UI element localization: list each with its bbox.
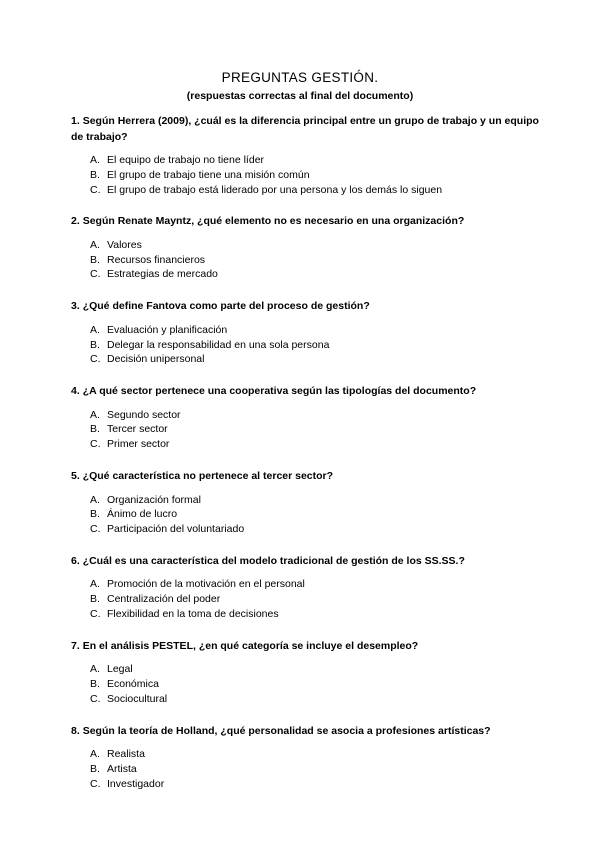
option-text: Delegar la responsabilidad en una sola persona <box>107 338 330 351</box>
question-number: 6. <box>71 554 80 567</box>
answer-option <box>71 662 541 677</box>
option-letter: B. <box>90 253 100 266</box>
option-letter: A. <box>90 408 100 421</box>
option-letter: C. <box>90 438 101 451</box>
option-text: Centralización del poder <box>107 593 221 606</box>
question-text <box>71 384 541 400</box>
answer-option <box>71 677 541 692</box>
option-letter: B. <box>90 168 100 181</box>
option-letter: C. <box>90 608 101 621</box>
question-number: 4. <box>71 385 80 398</box>
option-letter: C. <box>90 183 101 196</box>
question-5 <box>71 469 541 537</box>
option-text: Estrategias de mercado <box>107 268 218 281</box>
option-letter: A. <box>90 154 100 166</box>
answer-options <box>71 493 541 537</box>
answer-option <box>71 777 541 792</box>
question-body: ¿A qué sector pertenece una cooperativa según las tipologías del documento? <box>82 385 477 398</box>
question-7 <box>71 639 541 707</box>
option-letter: A. <box>90 238 100 251</box>
answer-option <box>71 267 541 282</box>
question-body: ¿Qué define Fantova como parte del proceso de gestión? <box>82 300 370 313</box>
answer-option <box>71 607 541 622</box>
answer-options <box>71 323 541 367</box>
answer-options <box>71 577 541 621</box>
option-text: Investigador <box>107 777 165 790</box>
question-number: 2. <box>71 215 80 228</box>
answer-options <box>71 408 541 452</box>
question-text <box>71 554 541 570</box>
option-letter: A. <box>90 663 100 676</box>
option-text: Primer sector <box>107 438 170 451</box>
question-1 <box>71 114 541 197</box>
option-text: Decisión unipersonal <box>107 353 205 366</box>
answer-options <box>71 238 541 282</box>
answer-option <box>71 183 541 198</box>
option-text: El grupo de trabajo está liderado por una persona y los demás lo siguen <box>107 183 443 196</box>
option-letter: A. <box>90 748 100 761</box>
question-body: ¿Qué característica no pertenece al tercer sector? <box>82 470 334 483</box>
option-letter: B. <box>90 678 100 691</box>
option-letter: C. <box>90 523 101 536</box>
question-text <box>71 724 541 740</box>
question-6 <box>71 554 541 622</box>
answer-option <box>71 493 541 508</box>
option-letter: A. <box>90 578 100 591</box>
answer-option <box>71 168 541 183</box>
option-text: Valores <box>107 238 142 251</box>
answer-options <box>71 662 541 706</box>
option-text: Participación del voluntariado <box>107 523 245 536</box>
answer-option <box>71 338 541 353</box>
question-body: Según Renate Mayntz, ¿qué elemento no es necesario en una organización? <box>82 215 465 228</box>
option-text: Sociocultural <box>107 692 168 705</box>
option-text: El equipo de trabajo no tiene líder <box>107 154 265 166</box>
option-letter: C. <box>90 777 101 790</box>
option-text: Tercer sector <box>107 423 168 436</box>
answer-option <box>71 323 541 338</box>
option-letter: A. <box>90 493 100 506</box>
answer-option <box>71 507 541 522</box>
option-letter: C. <box>90 692 101 705</box>
question-text <box>71 114 541 145</box>
answer-options <box>71 153 541 197</box>
question-number: 5. <box>71 470 80 483</box>
option-text: Económica <box>107 678 159 691</box>
option-text: Flexibilidad en la toma de decisiones <box>107 608 279 621</box>
question-text <box>71 299 541 315</box>
question-body: ¿Cuál es una característica del modelo tradicional de gestión de los SS.SS.? <box>82 554 465 567</box>
option-text: Evaluación y planificación <box>107 323 228 336</box>
option-text: Recursos financieros <box>107 253 206 266</box>
answer-option <box>71 253 541 268</box>
question-3 <box>71 299 541 367</box>
option-letter: B. <box>90 338 100 351</box>
option-text: El grupo de trabajo tiene una misión común <box>107 168 310 181</box>
answer-option <box>71 238 541 253</box>
question-list <box>71 114 541 809</box>
question-4 <box>71 384 541 452</box>
answer-option <box>71 408 541 423</box>
answer-option <box>71 762 541 777</box>
option-letter: B. <box>90 593 100 606</box>
question-number: 7. <box>71 639 80 652</box>
option-text: Legal <box>107 663 133 676</box>
option-letter: A. <box>90 323 100 336</box>
answer-option <box>71 437 541 452</box>
option-letter: C. <box>90 268 101 281</box>
question-number: 3. <box>71 300 80 313</box>
option-text: Segundo sector <box>107 408 181 421</box>
question-body: Según la teoría de Holland, ¿qué personalidad se asocia a profesiones artísticas? <box>82 724 491 737</box>
option-text: Realista <box>107 748 145 761</box>
answer-option <box>71 577 541 592</box>
answer-option <box>71 422 541 437</box>
option-text: Organización formal <box>107 493 201 506</box>
answer-option <box>71 747 541 762</box>
question-8 <box>71 724 541 792</box>
page-subtitle: (respuestas correctas al final del documento) <box>186 90 414 102</box>
answer-options <box>71 747 541 791</box>
option-text: Artista <box>107 763 137 776</box>
answer-option <box>71 352 541 367</box>
option-letter: B. <box>90 763 100 776</box>
question-body: Según Herrera (2009), ¿cuál es la diferencia principal entre un grupo de trabajo y un equipo de trabajo? <box>71 115 539 143</box>
page-title: PREGUNTAS GESTIÓN. <box>221 70 379 85</box>
question-text <box>71 469 541 485</box>
question-body: En el análisis PESTEL, ¿en qué categoría se incluye el desempleo? <box>82 639 419 652</box>
answer-option <box>71 592 541 607</box>
answer-option <box>71 153 541 168</box>
option-letter: C. <box>90 353 101 366</box>
question-number: 8. <box>71 724 80 737</box>
answer-option <box>71 522 541 537</box>
option-letter: B. <box>90 423 100 436</box>
option-text: Promoción de la motivación en el personal <box>107 578 305 591</box>
question-text <box>71 639 541 655</box>
question-text <box>71 214 541 230</box>
option-text: Ánimo de lucro <box>107 508 178 521</box>
option-letter: B. <box>90 508 100 521</box>
question-number: 1. <box>71 115 80 127</box>
question-2 <box>71 214 541 282</box>
answer-option <box>71 692 541 707</box>
